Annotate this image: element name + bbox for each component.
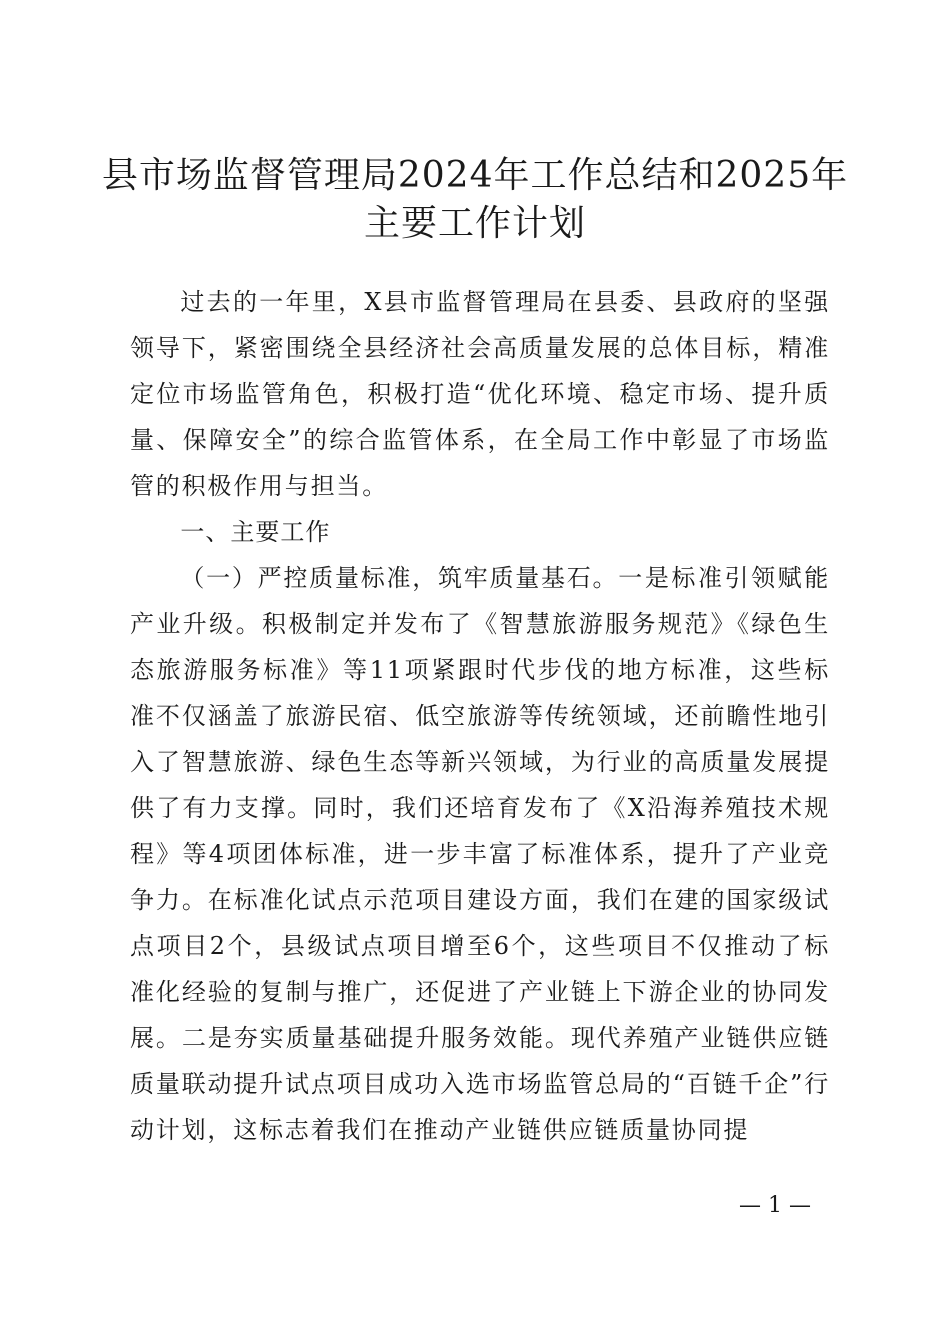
subsection-paragraph — [130, 555, 830, 1153]
intro-paragraph: 过去的一年里，X县市监督管理局在县委、县政府的坚强领导下，紧密围绕全县经济社会高质量发展的总体目标，精准定位市场监管角色，积极打造“优化环境、稳定市场、提升质量、保障安全”的综合监管体系，在全局工作中彰显了市场监管的积极作用与担当。 — [130, 288, 830, 500]
subsection-text: 一是标准引领赋能产业升级。积极制定并发布了《智慧旅游服务规范》《绿色生态旅游服务标准》等11项紧跟时代步伐的地方标准，这些标准不仅涵盖了旅游民宿、低空旅游等传统领域，还前瞻性地引入了智慧旅游、绿色生态等新兴领域，为行业的高质量发展提供了有力支撑。同时，我们还培育发布了《X沿海养殖技术规程》等4项团体标准，进一步丰富了标准体系，提升了产业竞争力。在标准化试点示范项目建设方面，我们在建的国家级试点项目2个，县级试点项目增至6个，这些项目不仅推动了标准化经验的复制与推广，还促进了产业链上下游企业的协同发展。二是夯实质量基础提升服务效能。现代养殖产业链供应链质量联动提升试点项目成功入选市场监管总局的“百链千企”行动计划，这标志着我们在推动产业链供应链质量协同提 — [130, 564, 831, 1144]
document-title-line-2: 主要工作计划 — [363, 203, 586, 244]
page-number: — 1 — — [739, 1193, 811, 1218]
section-heading: 一、主要工作 — [180, 518, 331, 546]
subsection-heading: （一）严控质量标准，筑牢质量基石。 — [180, 564, 619, 592]
document-title-line-1: 县市场监督管理局2024年工作总结和2025年 — [101, 155, 849, 196]
document-body — [130, 279, 830, 1153]
